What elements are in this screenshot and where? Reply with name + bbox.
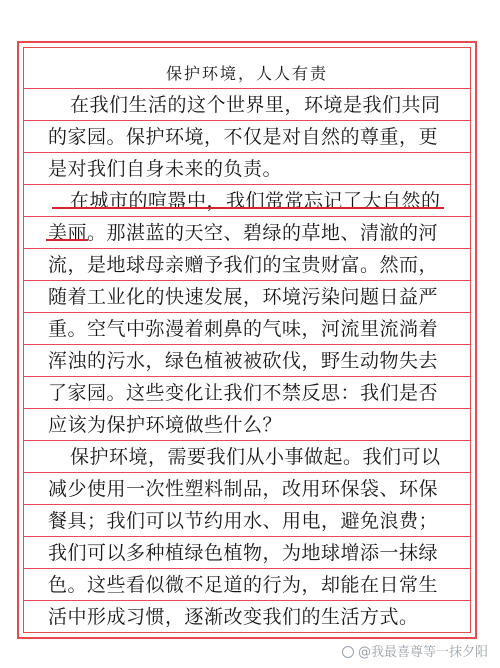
- essay-line: 我们可以多种植绿色植物，为地球增添一抹绿: [48, 542, 439, 564]
- essay-line: 餐具；我们可以节约用水、用电，避免浪费；: [48, 510, 439, 532]
- ruled-line: [24, 600, 470, 601]
- essay-line: 流，是地球母亲赠予我们的宝贵财富。然而，: [48, 254, 439, 276]
- essay-line: 浑浊的污水，绿色植被被砍伐，野生动物失去: [48, 350, 439, 372]
- ruled-line: [24, 312, 470, 313]
- watermark: [342, 641, 488, 660]
- essay-line: 是对我们自身未来的负责。: [48, 158, 283, 180]
- essay-title: 保护环境，人人有责: [165, 64, 328, 83]
- red-underline-2: [46, 239, 88, 241]
- essay-line: 在城市的喧嚣中，我们常常忘记了大自然的: [70, 190, 441, 212]
- essay-line: 的家园。保护环境，不仅是对自然的尊重，更: [48, 126, 439, 148]
- essay-line: 减少使用一次性塑料制品，改用环保袋、环保: [48, 478, 439, 500]
- essay-line: 活中形成习惯，逐渐改变我们的生活方式。: [48, 606, 419, 628]
- ruled-line: [24, 632, 470, 633]
- ruled-line: [24, 280, 470, 281]
- essay-line: 在我们生活的这个世界里，环境是我们共同: [70, 94, 441, 116]
- ruled-line: [24, 120, 470, 121]
- ruled-line: [24, 504, 470, 505]
- watermark-text: @我最喜尊等一抹夕阳: [357, 645, 488, 660]
- ruled-line: [24, 568, 470, 569]
- essay-line: 美丽。那湛蓝的天空、碧绿的草地、清澈的河: [48, 222, 439, 244]
- essay-line: 应该为保护环境做些什么？: [48, 414, 283, 436]
- ruled-line: [24, 376, 470, 377]
- ruled-line: [24, 408, 470, 409]
- ruled-line: [24, 440, 470, 441]
- watermark-logo-icon: [342, 646, 354, 658]
- ruled-line: [24, 152, 470, 153]
- ruled-line: [24, 184, 470, 185]
- ruled-line: [24, 536, 470, 537]
- ruled-line: [24, 472, 470, 473]
- ruled-line: [24, 344, 470, 345]
- red-underline-1: [52, 207, 444, 209]
- ruled-line: [24, 248, 470, 249]
- essay-line: 重。空气中弥漫着刺鼻的气味，河流里流淌着: [48, 318, 439, 340]
- ruled-line: [24, 216, 470, 217]
- essay-line: 色。这些看似微不足道的行为，却能在日常生: [48, 574, 439, 596]
- essay-line: 保护环境，需要我们从小事做起。我们可以: [70, 446, 441, 468]
- essay-line: 随着工业化的快速发展，环境污染问题日益严: [48, 286, 439, 308]
- ruled-line: [24, 88, 470, 89]
- essay-line: 了家园。这些变化让我们不禁反思：我们是否: [48, 382, 439, 404]
